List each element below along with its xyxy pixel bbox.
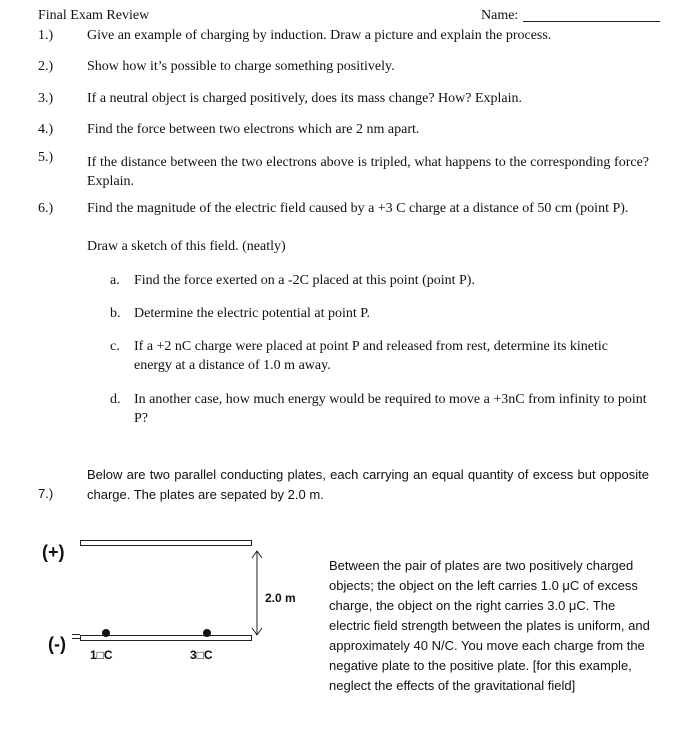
- subpart-b-text: Determine the electric potential at point P.: [134, 306, 370, 321]
- question-6-sketch-instruction: Draw a sketch of this field. (neatly): [87, 239, 286, 254]
- positive-plate: [80, 540, 252, 546]
- question-6-text: Find the magnitude of the electric field caused by a +3 C charge at a distance of 50 cm (point P).: [87, 201, 629, 216]
- question-5-text: If the distance between the two electrons above is tripled, what happens to the corresponding force? Explain.: [87, 155, 649, 189]
- negative-tick-top: [72, 634, 80, 635]
- question-1-text: Give an example of charging by induction. Draw a picture and explain the process.: [87, 28, 552, 43]
- negative-plate-label: (-): [48, 634, 66, 654]
- question-4-number: 4.): [38, 122, 54, 137]
- separation-label: 2.0 m: [265, 591, 296, 605]
- page-title: Final Exam Review: [38, 8, 150, 23]
- question-3-text: If a neutral object is charged positively, does its mass change? How? Explain.: [87, 91, 523, 106]
- negative-tick-bottom: [72, 638, 80, 639]
- question-3-number: 3.): [38, 91, 54, 106]
- name-label: Name:: [481, 8, 519, 23]
- subpart-d-text: In another case, how much energy would be required to move a +3nC from infinity to point P?: [134, 392, 647, 426]
- left-charge-label: 1□C: [90, 648, 113, 662]
- left-charge-dot: [102, 629, 110, 637]
- right-charge-label: 3□C: [190, 648, 213, 662]
- question-6-number: 6.): [38, 201, 54, 216]
- diagram-description: Between the pair of plates are two positively charged objects; the object on the left carries 1.0 μC of excess charge, the object on the right carries 3.0 μC. The electric field strength between the plates is uniform, and approximately 40 N/C. You move each charge from the negative plate to the positive plate. [for this example, neglect the effects of the gravitational field]: [329, 558, 650, 693]
- question-2-number: 2.): [38, 59, 54, 74]
- name-field-line: [523, 21, 660, 22]
- separation-arrow: [248, 548, 266, 640]
- subpart-c-text: If a +2 nC charge were placed at point P and released from rest, determine its kinetic energy at a distance of 1.0 m away.: [134, 339, 608, 373]
- subpart-c-letter: c.: [110, 339, 120, 354]
- subpart-a-text: Find the force exerted on a -2C placed at this point (point P).: [134, 273, 475, 288]
- question-1-number: 1.): [38, 28, 54, 43]
- subpart-b-letter: b.: [110, 306, 121, 321]
- right-charge-dot: [203, 629, 211, 637]
- positive-plate-label: (+): [42, 542, 65, 562]
- question-7-number: 7.): [38, 486, 54, 501]
- subpart-a-letter: a.: [110, 273, 120, 288]
- question-4-text: Find the force between two electrons which are 2 nm apart.: [87, 122, 420, 137]
- subpart-d-letter: d.: [110, 392, 121, 407]
- question-2-text: Show how it’s possible to charge something positively.: [87, 59, 395, 74]
- question-5-number: 5.): [38, 150, 54, 165]
- question-7-text: Below are two parallel conducting plates, each carrying an equal quantity of excess but opposite charge. The plates are sepated by 2.0 m.: [87, 467, 649, 502]
